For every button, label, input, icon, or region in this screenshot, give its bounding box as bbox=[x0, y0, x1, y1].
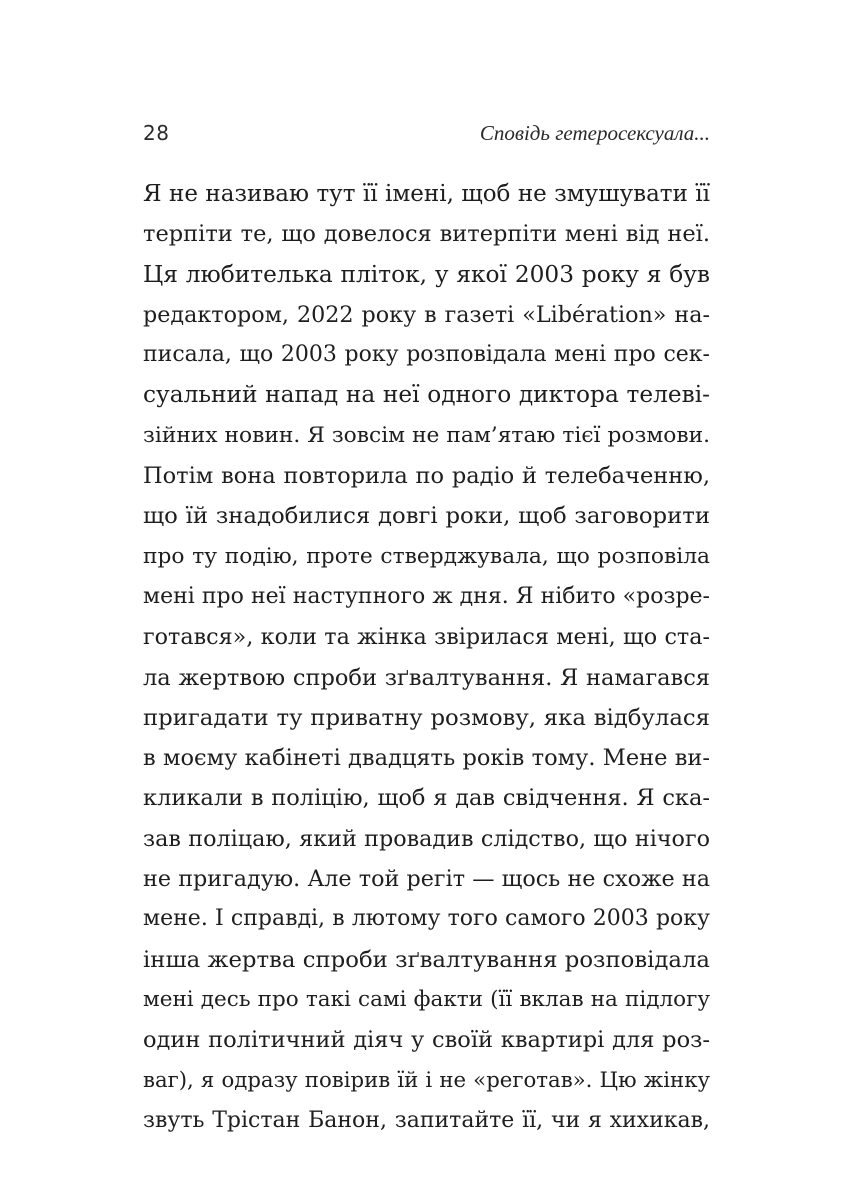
text-line: зав поліцаю, який провадив слідство, що нічого bbox=[143, 825, 710, 852]
text-line: суальний напад на неї одного диктора телеві- bbox=[143, 381, 710, 409]
text-line: Потім вона повторила по радіо й телебаченню, bbox=[143, 463, 710, 490]
text-line: ла жертвою спроби зґвалтування. Я намагався bbox=[143, 664, 710, 691]
text-line: пригадати ту приватну розмову, яка відбулася bbox=[143, 704, 710, 731]
text-line: інша жертва спроби зґвалтування розповідала bbox=[143, 946, 710, 973]
text-line: мене. І справді, в лютому того самого 2003 року bbox=[143, 906, 710, 932]
text-line: ваг), я одразу повірив їй і не «реготав». Цю жінку bbox=[143, 1067, 710, 1093]
running-header bbox=[143, 118, 710, 148]
text-line: мені про неї наступного ж дня. Я нібито «розре- bbox=[143, 583, 710, 609]
text-line: писала, що 2003 року розповідала мені про сек- bbox=[143, 342, 710, 368]
text-line: зійних новин. Я зовсім не пам’ятаю тієї розмови. bbox=[143, 422, 710, 448]
text-line: звуть Трістан Банон, запитайте її, чи я хихикав, bbox=[143, 1107, 710, 1133]
text-line: готався», коли та жінка звірилася мені, що ста- bbox=[143, 624, 710, 651]
text-line: кликали в поліцію, щоб я дав свідчення. Я ска- bbox=[143, 785, 710, 812]
text-line: один політичний діяч у своїй квартирі для роз- bbox=[143, 1027, 710, 1054]
page-number: 28 bbox=[143, 121, 170, 145]
text-line: мені десь про такі самі факти (її вклав на підлогу bbox=[143, 986, 710, 1012]
text-line: Ця любителька пліток, у якої 2003 року я був bbox=[143, 260, 710, 288]
text-line: в моєму кабінеті двадцять років тому. Мене ви- bbox=[143, 745, 710, 772]
text-line: про ту подію, проте стверджувала, що розповіла bbox=[143, 543, 710, 569]
text-line: не пригадую. Але той регіт — щось не схоже на bbox=[143, 866, 710, 893]
text-line: що їй знадобилися довгі роки, щоб заговорити bbox=[143, 503, 710, 530]
body-text bbox=[143, 174, 710, 1141]
text-line: терпіти те, що довелося витерпіти мені від неї. bbox=[143, 221, 710, 248]
text-line: Я не називаю тут її імені, щоб не змушувати її bbox=[143, 181, 710, 207]
running-title: Сповідь гетеросексуала... bbox=[479, 121, 710, 145]
text-line: редактором, 2022 року в газеті «Libération» на- bbox=[143, 301, 710, 328]
